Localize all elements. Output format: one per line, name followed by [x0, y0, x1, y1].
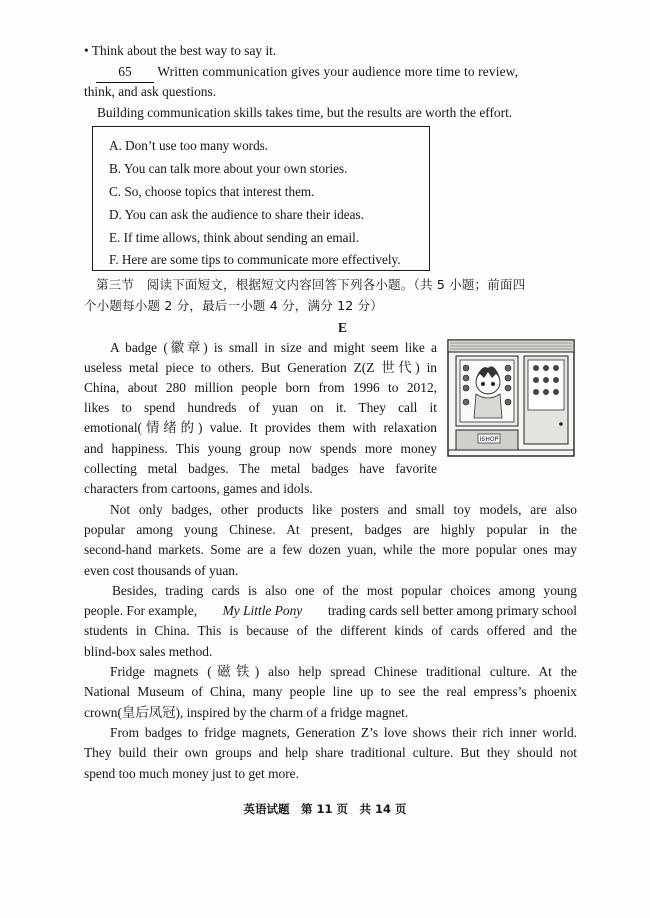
p1-line: A badge (徽章) is small in size and might seem like a: [110, 340, 437, 355]
option-c: C. So, choose topics that interest them.: [109, 184, 315, 199]
option-b: B. You can talk more about your own stories.: [109, 161, 348, 176]
p2-line: Not only badges, other products like posters and small toy models, are also: [110, 502, 577, 517]
p4-line: crown(皇后凤冠), inspired by the charm of a fridge magnet.: [84, 705, 409, 720]
question-65-continuation: think, and ask questions.: [84, 84, 217, 99]
p5-line: From badges to fridge magnets, Generation Z’s love shows their rich inner world.: [110, 725, 577, 740]
option-f: F. Here are some tips to communicate more effectively.: [109, 252, 401, 267]
p3-line: Besides, trading cards is also one of the most popular choices among young: [112, 583, 577, 598]
p4-line: Fridge magnets (磁铁) also help spread Chinese traditional culture. At the: [110, 664, 577, 679]
book-title: My Little Pony: [222, 603, 303, 618]
section-heading-line2: 个小题每小题 2 分，最后一小题 4 分，满分 12 分）: [84, 298, 383, 313]
question-65-text: Written communication gives your audience more time to review,: [157, 64, 519, 79]
p4-line: National Museum of China, many people line up to see the real empress’s phoenix: [84, 684, 577, 699]
p3-line: blind-box sales method.: [84, 644, 213, 659]
p1-line: useless metal piece to others. But Generation Z(Z 世代) in: [84, 360, 437, 375]
closing-sentence: Building communication skills takes time, but the results are worth the effort.: [97, 105, 513, 120]
p1-line: China, about 280 million people born from 1996 to 2012,: [84, 380, 437, 395]
p2-line: even cost thousands of yuan.: [84, 563, 239, 578]
p1-line: likes to spend hundreds of yuan on it. They call it: [84, 400, 437, 415]
p2-line: popular among young Chinese. At present, badges are highly popular in the: [84, 522, 577, 537]
p1-line: and happiness. This young group now spends more money: [84, 441, 437, 456]
p1-line: characters from cartoons, games and idols.: [84, 481, 313, 496]
section-heading-line1: 第三节 阅读下面短文，根据短文内容回答下列各小题。（共 5 小题；前面四: [96, 277, 526, 292]
option-d: D. You can ask the audience to share their ideas.: [109, 207, 364, 222]
question-65-number: 65: [96, 62, 154, 83]
p3-line: students in China. This is because of the different kinds of cards offered and the: [84, 623, 577, 638]
p5-line: spend too much money just to get more.: [84, 766, 299, 781]
p5-line: They build their own groups and help share traditional culture. But they should not: [84, 745, 577, 760]
option-e: E. If time allows, think about sending an email.: [109, 230, 360, 245]
passage-letter: E: [338, 320, 347, 335]
tip-bullet: • Think about the best way to say it.: [84, 43, 277, 58]
option-a: A. Don’t use too many words.: [109, 138, 269, 153]
p3-text: people. For example,: [84, 603, 198, 618]
options-box: [92, 126, 430, 271]
badge-shop-illustration: [446, 338, 576, 458]
p3-line: [84, 601, 577, 621]
p1-line: collecting metal badges. The metal badges have favorite: [84, 461, 437, 476]
page-footer: 英语试题 第 11 页 共 14 页: [243, 802, 407, 816]
shop-sign-text: ISHOP: [479, 436, 499, 443]
p2-line: second-hand markets. Some are a few dozen yuan, while the more popular ones may: [84, 542, 577, 557]
p3-text: trading cards sell better among primary school: [327, 603, 577, 618]
question-65: [96, 62, 577, 83]
p1-line: emotional(情绪的) value. It provides them with relaxation: [84, 420, 437, 435]
